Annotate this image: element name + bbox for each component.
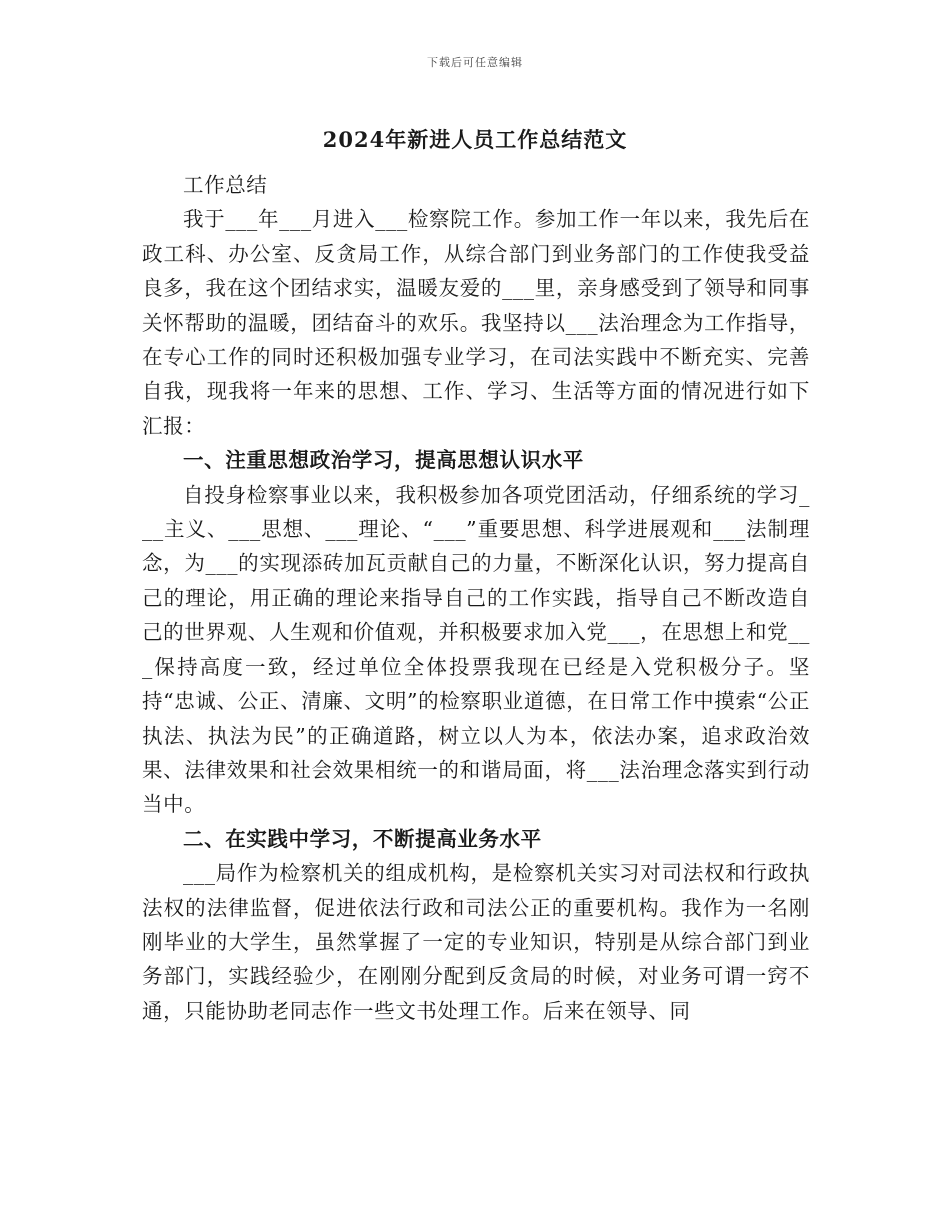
- section-heading-1: 一、注重思想政治学习，提高思想认识水平: [183, 448, 584, 473]
- document-body: [142, 168, 810, 1028]
- paragraph-intro: 我于___年___月进入___检察院工作。参加工作一年以来，我先后在政工科、办公室、反贪局工作，从综合部门到业务部门的工作使我受益良多，我在这个团结求实，温暖友爱的___里，亲身感受到了领导和同事关怀帮助的温暖，团结奋斗的欢乐。我坚持以___法治理念为工作指导，在专心工作的同时还积极加强专业学习，在司法实践中不断充实、完善自我，现我将一年来的思想、工作、学习、生活等方面的情况进行如下汇报：: [142, 207, 810, 438]
- paragraph-label: 工作总结: [183, 173, 268, 197]
- paragraph-section-2: ___局作为检察机关的组成机构，是检察机关实习对司法权和行政执法权的法律监督，促进依法行政和司法公正的重要机构。我作为一名刚刚毕业的大学生，虽然掌握了一定的专业知识，特别是从综合部门到业务部门，实践经验少，在刚刚分配到反贪局的时候，对业务可谓一窍不通，只能协助老同志作一些文书处理工作。后来在领导、同: [142, 861, 810, 1023]
- section-heading-2: 二、在实践中学习，不断提高业务水平: [183, 826, 542, 851]
- header-note: 下载后可任意编辑: [427, 56, 523, 69]
- paragraph-section-1: 自投身检察事业以来，我积极参加各项党团活动，仔细系统的学习___主义、___思想、___理论、“___”重要思想、科学进展观和___法制理念，为___的实现添砖加瓦贡献自己的力量，不断深化认识，努力提高自己的理论，用正确的理论来指导自己的工作实践，指导自己不断改造自己的世界观、人生观和价值观，并积极要求加入党___，在思想上和党___保持高度一致，经过单位全体投票我现在已经是入党积极分子。坚持“忠诚、公正、清廉、文明”的检察职业道德，在日常工作中摸索“公正执法、执法为民”的正确道路，树立以人为本，依法办案，追求政治效果、法律效果和社会效果相统一的和谐局面，将___法治理念落实到行动当中。: [142, 482, 810, 817]
- document-title: 2024年新进人员工作总结范文: [322, 127, 628, 152]
